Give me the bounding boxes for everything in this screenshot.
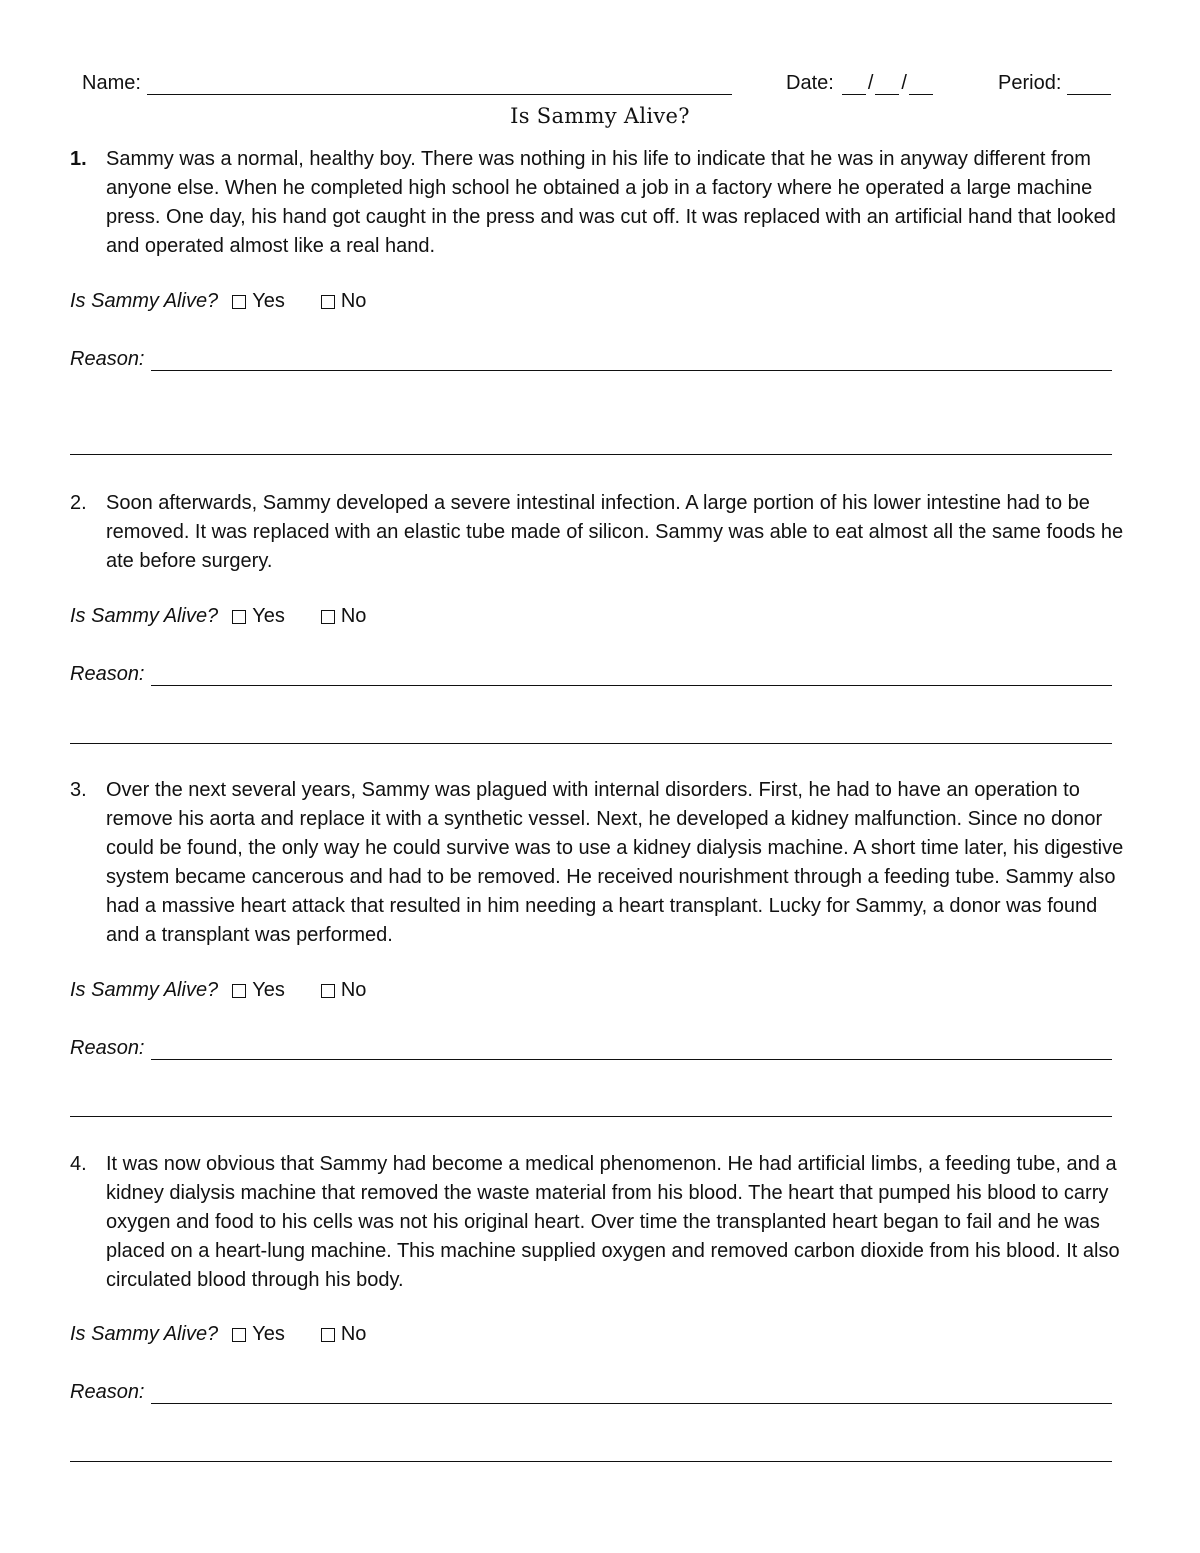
period-field: [998, 72, 1111, 95]
alive-row-4: [70, 1323, 366, 1346]
question-text: Sammy was a normal, healthy boy. There was nothing in his life to indicate that he was in anyway different from anyone else. When he completed high school he obtained a job in a factory where he operated a large machine press. One day, his hand got caught in the press and was cut off. It was replaced with an artificial hand that looked and operated almost like a real hand.: [106, 148, 1116, 257]
reason-label: Reason:: [70, 663, 145, 685]
header-row: [82, 72, 1122, 100]
no-label: No: [340, 979, 367, 1001]
question-text: It was now obvious that Sammy had become a medical phenomenon. He had artificial limbs, a feeding tube, and a kidney dialysis machine that removed the waste material from his blood. The heart that pumped his blood to carry oxygen and food to his cells was not his original heart. Over time the transplanted heart began to fail and he was placed on a heart-lung machine. This machine supplied oxygen and removed carbon dioxide from his blood. It also circulated blood through his body.: [106, 1153, 1120, 1291]
question-2: [70, 489, 1130, 576]
date-month-blank[interactable]: [842, 74, 866, 95]
name-label: Name:: [82, 72, 141, 94]
reason-row-4: [70, 1381, 1112, 1404]
question-4: [70, 1150, 1130, 1295]
alive-row-2: [70, 605, 366, 628]
name-blank[interactable]: [147, 74, 732, 95]
yes-checkbox[interactable]: [232, 984, 246, 998]
alive-row-1: [70, 290, 366, 313]
yes-label: Yes: [252, 605, 285, 627]
question-1: [70, 145, 1130, 261]
yes-label: Yes: [252, 979, 285, 1001]
reason-label: Reason:: [70, 348, 145, 370]
alive-question-label: Is Sammy Alive?: [70, 1323, 219, 1345]
period-label: Period:: [998, 72, 1062, 94]
reason-blank-continued[interactable]: [70, 454, 1112, 455]
date-separator: /: [867, 72, 874, 94]
reason-blank[interactable]: [151, 348, 1113, 371]
alive-row-3: [70, 979, 366, 1002]
yes-label: Yes: [252, 1323, 285, 1345]
no-checkbox[interactable]: [321, 610, 335, 624]
alive-question-label: Is Sammy Alive?: [70, 290, 219, 312]
alive-question-label: Is Sammy Alive?: [70, 979, 219, 1001]
reason-row-1: [70, 348, 1112, 371]
reason-blank-continued[interactable]: [70, 1461, 1112, 1462]
no-label: No: [340, 290, 367, 312]
question-number: 4.: [70, 1153, 87, 1175]
date-day-blank[interactable]: [875, 74, 899, 95]
no-label: No: [340, 1323, 367, 1345]
period-blank[interactable]: [1067, 74, 1111, 95]
yes-label: Yes: [252, 290, 285, 312]
no-label: No: [340, 605, 367, 627]
question-3: [70, 776, 1130, 950]
reason-label: Reason:: [70, 1037, 145, 1059]
question-text: Soon afterwards, Sammy developed a severe intestinal infection. A large portion of his lower intestine had to be removed. It was replaced with an elastic tube made of silicon. Sammy was able to eat almost all the same foods he ate before surgery.: [106, 492, 1124, 572]
yes-checkbox[interactable]: [232, 610, 246, 624]
reason-row-3: [70, 1037, 1112, 1060]
no-checkbox[interactable]: [321, 1328, 335, 1342]
yes-checkbox[interactable]: [232, 295, 246, 309]
reason-blank[interactable]: [151, 1381, 1113, 1404]
date-separator: /: [901, 72, 907, 94]
date-year-blank[interactable]: [909, 74, 933, 95]
reason-label: Reason:: [70, 1381, 145, 1403]
question-number: 1.: [70, 148, 87, 170]
alive-question-label: Is Sammy Alive?: [70, 605, 219, 627]
reason-blank-continued[interactable]: [70, 1116, 1112, 1117]
name-field: [82, 72, 732, 95]
no-checkbox[interactable]: [321, 984, 335, 998]
reason-row-2: [70, 663, 1112, 686]
reason-blank[interactable]: [151, 1037, 1113, 1060]
question-text: Over the next several years, Sammy was plagued with internal disorders. First, he had to have an operation to remove his aorta and replace it with a synthetic vessel. Next, he developed a kidney malfunction. Since no donor could be found, the only way he could survive was to use a kidney dialysis machine. A short time later, his digestive system became cancerous and had to be removed. He received nourishment through a feeding tube. Sammy also had a massive heart attack that resulted in him needing a heart transplant. Lucky for Sammy, a donor was found and a transplant was performed.: [106, 779, 1124, 946]
question-number: 2.: [70, 492, 87, 514]
page-title: Is Sammy Alive?: [510, 104, 690, 128]
question-number: 3.: [70, 779, 87, 801]
reason-blank-continued[interactable]: [70, 743, 1112, 744]
date-field: [786, 72, 933, 95]
reason-blank[interactable]: [151, 663, 1113, 686]
date-label: Date:: [786, 72, 834, 94]
no-checkbox[interactable]: [321, 295, 335, 309]
yes-checkbox[interactable]: [232, 1328, 246, 1342]
